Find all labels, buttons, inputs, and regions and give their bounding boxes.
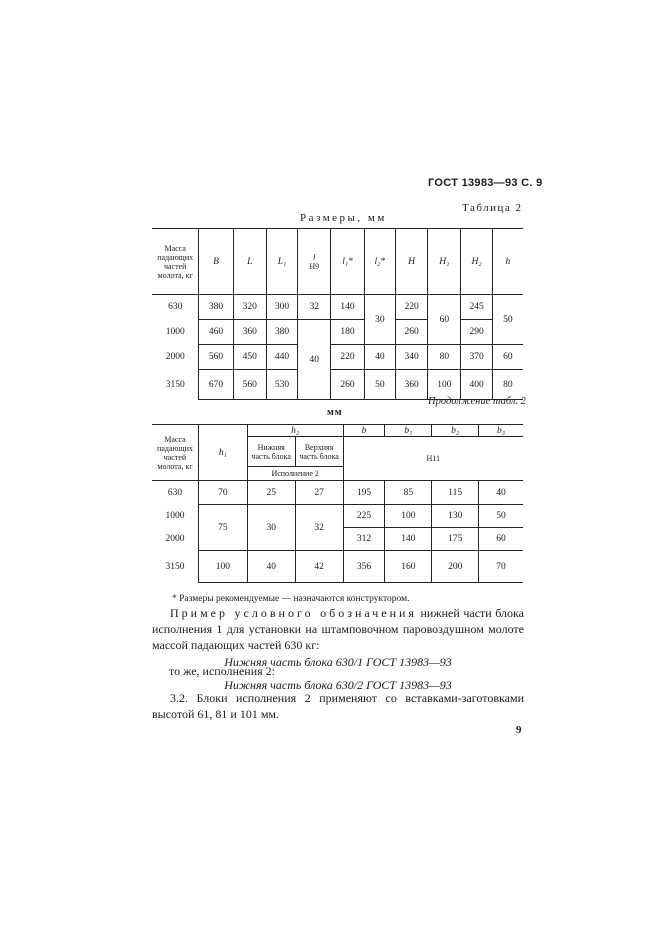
cell: 115 [432, 481, 479, 505]
cell: 140 [385, 528, 432, 551]
row-1000-mass: 1000 [152, 320, 199, 345]
cell: 100 [428, 370, 461, 400]
col-h2: h₂ [247, 425, 343, 437]
mass-header-2: Масса падающих частей молота, кг [152, 425, 198, 481]
cell: 220 [395, 295, 427, 320]
cell: 200 [432, 551, 479, 583]
cell: 32 [295, 505, 343, 551]
cell: 40 [247, 551, 295, 583]
cell: 245 [461, 295, 492, 320]
cell: 70 [198, 481, 247, 505]
tolerance-cell: Н11 [343, 437, 523, 481]
cell: 140 [331, 295, 364, 320]
same-variant-text: то же, исполнения 2: [169, 664, 275, 678]
cell: 50 [364, 370, 395, 400]
cell: 40 [298, 320, 331, 400]
cell: 300 [266, 295, 297, 320]
cell: 100 [198, 551, 247, 583]
col-h1: h₁ [198, 425, 247, 481]
page-number: 9 [516, 724, 522, 736]
example-paragraph [152, 605, 524, 653]
cell: 370 [461, 345, 492, 370]
table-units: Размеры, мм [300, 212, 387, 224]
col-l1: l₁* [331, 229, 364, 295]
variant-header: Исполнение 2 [247, 467, 343, 481]
cell: 380 [199, 295, 233, 320]
cell: 60 [428, 295, 461, 345]
row-2000-mass-2: 2000 [152, 528, 198, 551]
col-l-h9 [298, 229, 331, 295]
cell: 260 [395, 320, 427, 345]
cell: 30 [364, 295, 395, 345]
cell: 42 [295, 551, 343, 583]
col-l-label: l [313, 252, 316, 262]
row-630-mass-2: 630 [152, 481, 198, 505]
cell: 160 [385, 551, 432, 583]
cell: 460 [199, 320, 233, 345]
col-H1: H₁ [428, 229, 461, 295]
cell: 290 [461, 320, 492, 345]
cell: 130 [432, 505, 479, 528]
cell: 175 [432, 528, 479, 551]
col-B: B [199, 229, 233, 295]
col-L: L [233, 229, 266, 295]
cell: 70 [479, 551, 523, 583]
col-b1: b₁ [385, 425, 432, 437]
cell: 85 [385, 481, 432, 505]
designation-1: Нижняя часть блока 630/1 ГОСТ 13983—93 [224, 655, 452, 669]
cell: 30 [247, 505, 295, 551]
cell: 25 [247, 481, 295, 505]
cell: 560 [199, 345, 233, 370]
table-2-continuation [152, 424, 523, 583]
cell: 225 [343, 505, 385, 528]
row-1000-mass-2: 1000 [152, 505, 198, 528]
cell: 80 [492, 370, 523, 400]
upper-part-header: Верхняя часть блока [295, 437, 343, 467]
designation-2: Нижняя часть блока 630/2 ГОСТ 13983—93 [224, 678, 452, 692]
cell: 60 [479, 528, 523, 551]
cell: 312 [343, 528, 385, 551]
cell: 40 [479, 481, 523, 505]
cell: 380 [266, 320, 297, 345]
cell: 195 [343, 481, 385, 505]
col-H: H [395, 229, 427, 295]
document-header: ГОСТ 13983—93 С. 9 [428, 177, 543, 189]
cell: 670 [199, 370, 233, 400]
cell: 32 [298, 295, 331, 320]
col-b: b [343, 425, 385, 437]
cell: 50 [492, 295, 523, 345]
cell: 60 [492, 345, 523, 370]
continuation-caption: Продолжение табл. 2 [428, 396, 526, 407]
cell: 80 [428, 345, 461, 370]
cell: 100 [385, 505, 432, 528]
lower-part-header: Нижняя часть блока [247, 437, 295, 467]
row-3150-mass: 3150 [152, 370, 199, 400]
cell: 560 [233, 370, 266, 400]
footnote: * Размеры рекомендуемые — назначаются конструктором. [172, 594, 410, 604]
cell: 40 [364, 345, 395, 370]
mass-header: Масса падающих частей молота, кг [152, 229, 199, 295]
cell: 530 [266, 370, 297, 400]
cell: 340 [395, 345, 427, 370]
example-rest: нижней части блока исполнения 1 для установки на штамповочном паровоздушном молоте массой падающих частей 630 кг: [152, 606, 525, 652]
col-b2: b₂ [432, 425, 479, 437]
cell: 450 [233, 345, 266, 370]
row-2000-mass: 2000 [152, 345, 199, 370]
row-630-mass: 630 [152, 295, 199, 320]
col-b3: b₃ [479, 425, 523, 437]
col-L1: L₁ [266, 229, 297, 295]
cell: 320 [233, 295, 266, 320]
col-H2: H₂ [461, 229, 492, 295]
cell: 360 [395, 370, 427, 400]
cell: 400 [461, 370, 492, 400]
continuation-units: мм [327, 407, 343, 418]
col-h9-label: H9 [309, 261, 320, 271]
cell: 220 [331, 345, 364, 370]
clause-3-2: 3.2. Блоки исполнения 2 применяют со вставками-заготовками высотой 61, 81 и 101 мм. [152, 691, 524, 721]
cell: 356 [343, 551, 385, 583]
cell: 27 [295, 481, 343, 505]
table-2 [152, 228, 523, 400]
cell: 440 [266, 345, 297, 370]
cell: 50 [479, 505, 523, 528]
cell: 180 [331, 320, 364, 345]
cell: 260 [331, 370, 364, 400]
row-3150-mass-2: 3150 [152, 551, 198, 583]
col-h: h [492, 229, 523, 295]
cell: 75 [198, 505, 247, 551]
cell: 360 [233, 320, 266, 345]
col-l2: l₂* [364, 229, 395, 295]
example-heading: Пример условного обозначения [170, 606, 417, 620]
table-caption: Таблица 2 [462, 202, 523, 214]
